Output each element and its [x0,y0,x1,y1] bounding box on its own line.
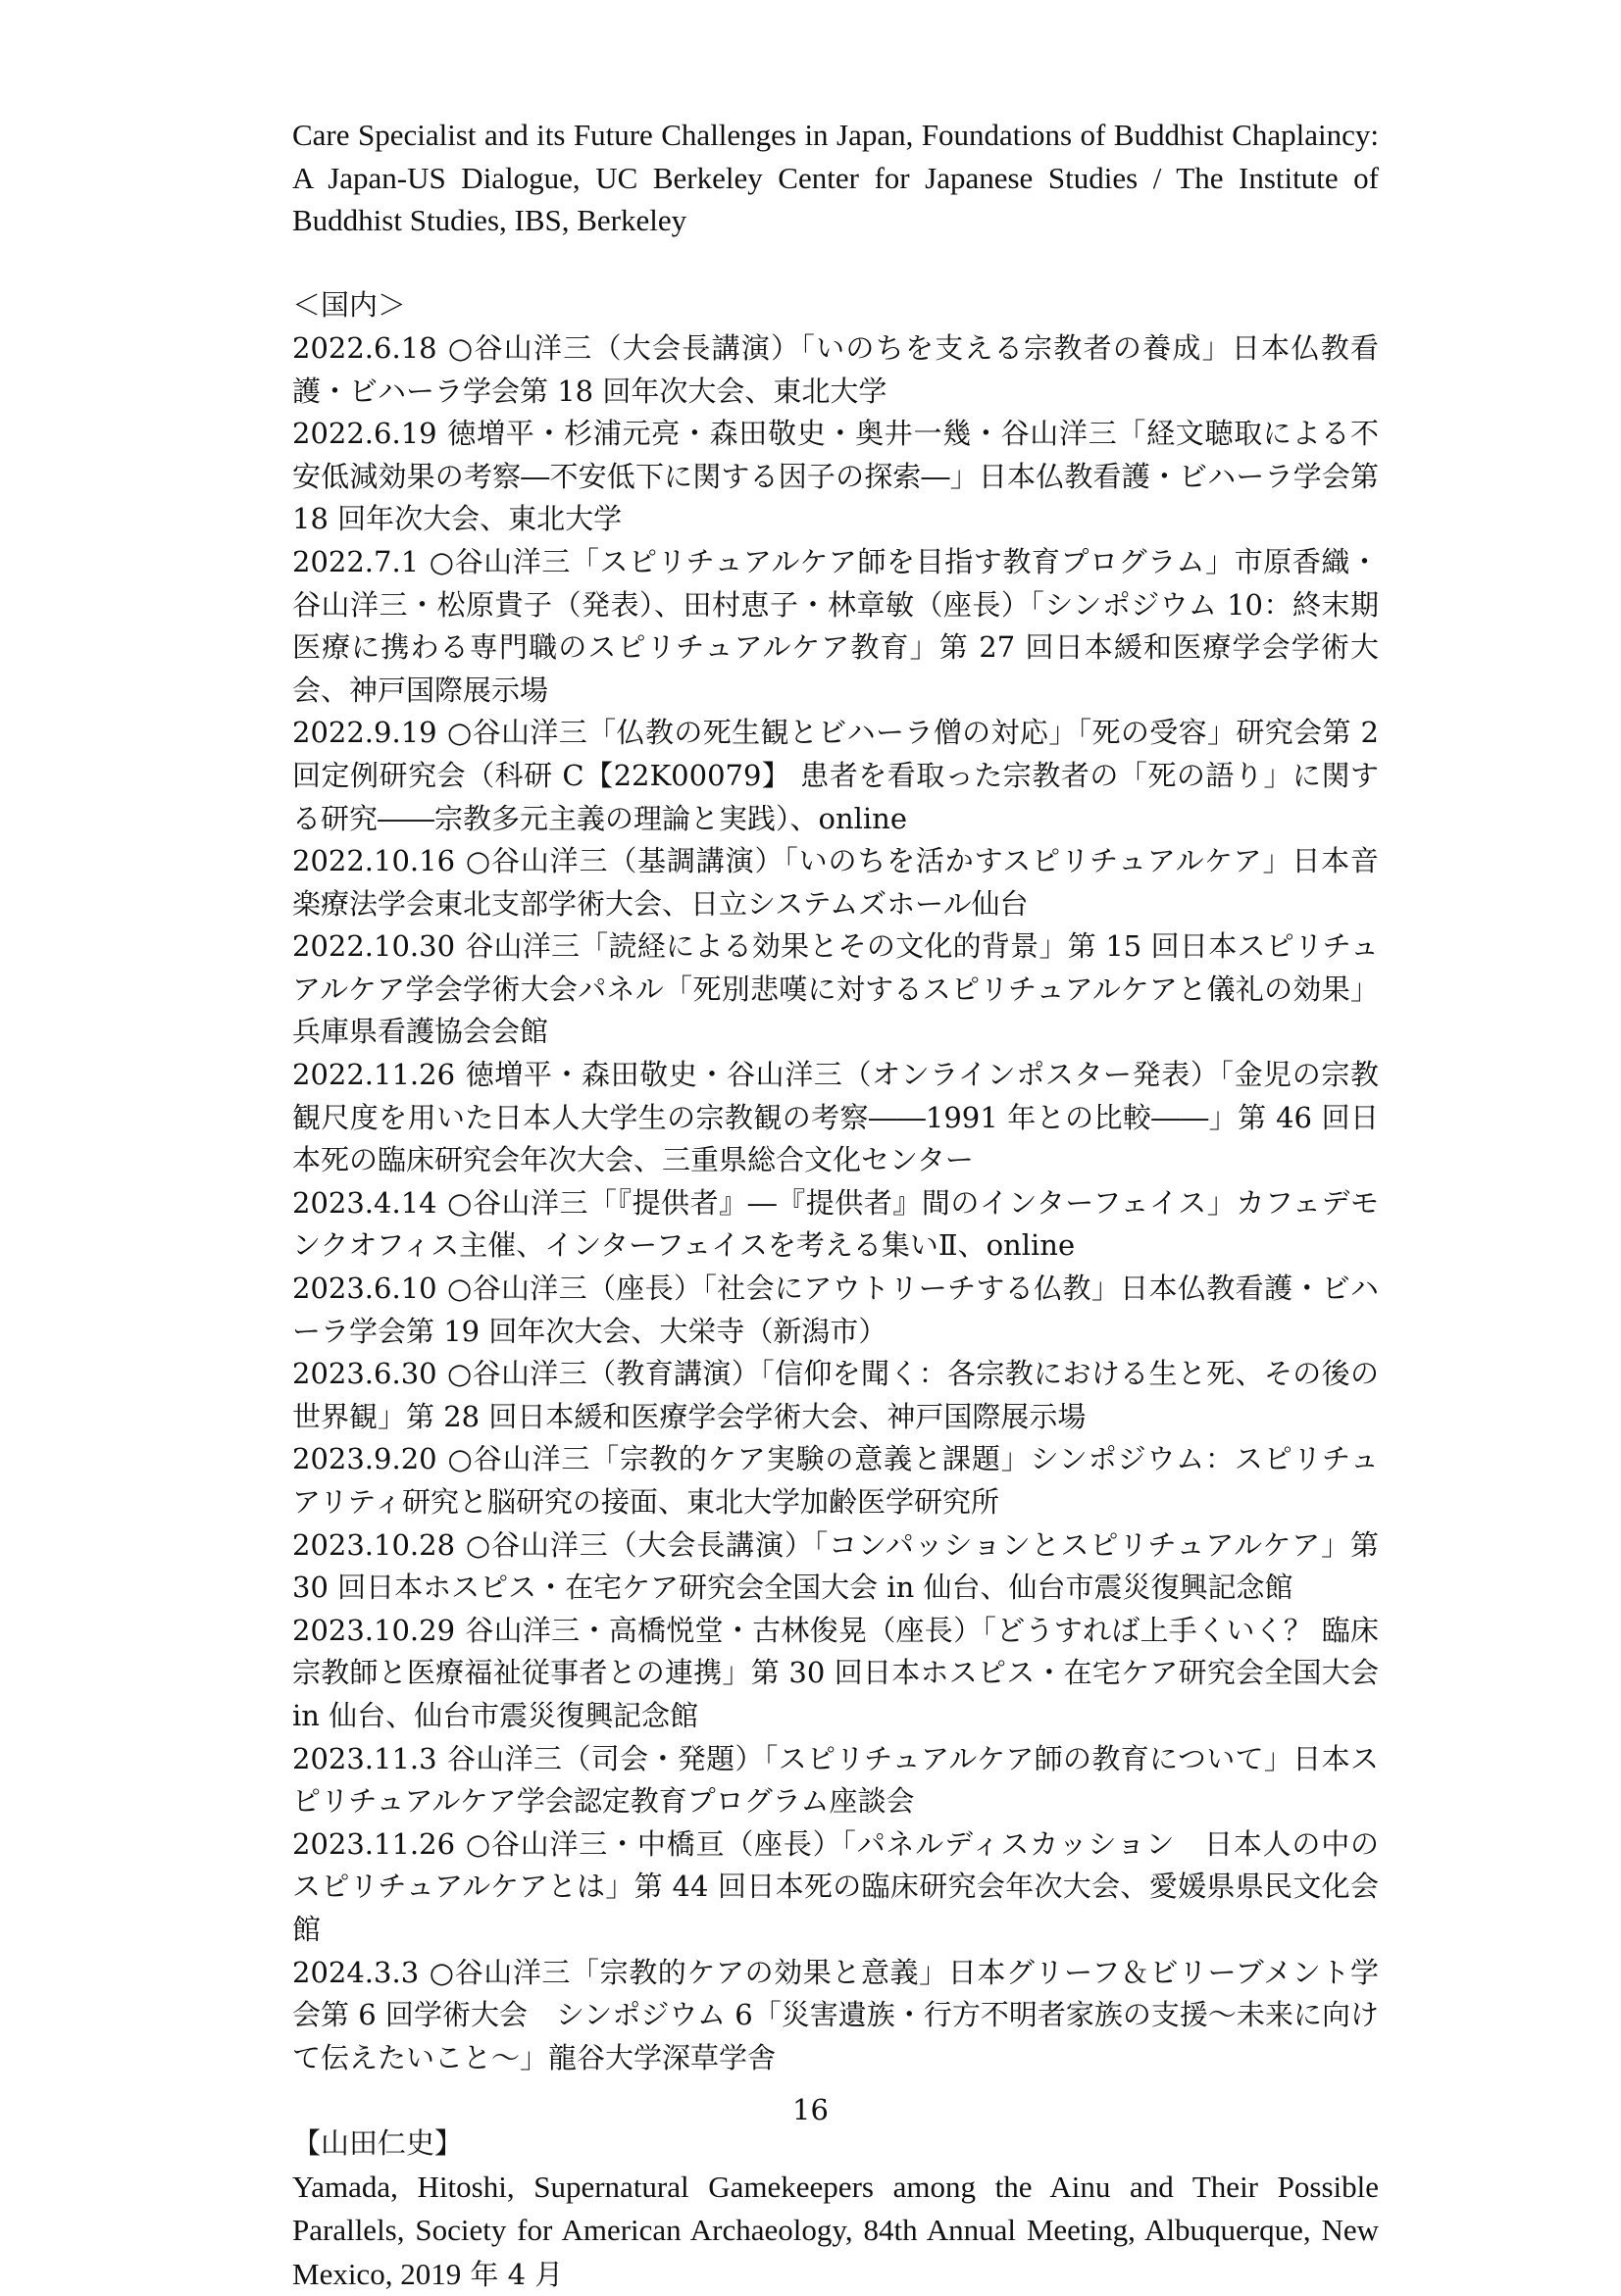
yamada-entry [292,2166,1379,2296]
entry-date: 2022.10.30 [292,929,455,963]
list-item [292,1823,1379,1952]
list-item [292,1353,1379,1438]
entry-text: 徳増平・森田敬史・谷山洋三（オンラインポスター発表）「金児の宗教観尺度を用いた日本人大学生の宗教観の考察――1991 年との比較――」第 46 回日本死の臨床研究会年次大会、三重県総合文化センター [292,1058,1379,1176]
list-item [292,327,1379,413]
document-body [292,114,1379,2296]
entry-date: 2022.9.19 [292,716,437,749]
entry-text: ○谷山洋三（座長）「社会にアウトリーチする仏教」日本仏教看護・ビハーラ学会第 19 回年次大会、大栄寺（新潟市） [292,1272,1379,1348]
entry-text: ○谷山洋三（基調講演）「いのちを活かすスピリチュアルケア」日本音楽療法学会東北支部学術大会、日立システムズホール仙台 [292,844,1379,921]
yamada-entry-date: 年 4 月 [461,2258,563,2291]
entry-date: 2023.10.28 [292,1528,455,1562]
entry-text: 谷山洋三「読経による効果とその文化的背景」第 15 回日本スピリチュアルケア学会学術大会パネル「死別悲嘆に対するスピリチュアルケアと儀礼の効果」兵庫県看護協会会館 [292,929,1379,1048]
entry-date: 2023.9.20 [292,1442,437,1475]
page-number: 16 [0,2090,1621,2129]
section-heading-domestic: ＜国内＞ [292,284,1379,327]
entry-date: 2022.6.19 [292,417,437,450]
entry-date: 2023.6.10 [292,1272,437,1305]
list-item [292,1438,1379,1523]
entry-text: ○谷山洋三（大会長講演）「コンパッションとスピリチュアルケア」第 30 回日本ホスピス・在宅ケア研究会全国大会 in 仙台、仙台市震災復興記念館 [292,1528,1379,1605]
entry-text: 谷山洋三・高橋悦堂・古林俊晃（座長）「どうすれば上手くいく？ 臨床宗教師と医療福祉従事者との連携」第 30 回日本ホスピス・在宅ケア研究会全国大会 in 仙台、仙台市震災復興記念館 [292,1614,1379,1732]
list-item [292,1952,1379,2080]
list-item [292,712,1379,840]
entry-date: 2024.3.3 [292,1956,419,1989]
entry-text: ○谷山洋三「仏教の死生観とビハーラ僧の対応」「死の受容」研究会第 2 回定例研究会（科研 C【22K00079】 患者を看取った宗教者の「死の語り」に関する研究――宗教多元主義の理論と実践）、online [292,716,1379,834]
entry-date: 2023.6.30 [292,1357,437,1390]
entry-date: 2023.10.29 [292,1614,455,1647]
entry-date: 2022.6.18 [292,331,437,365]
entry-text: ○谷山洋三「『提供者』―『提供者』間のインターフェイス」カフェデモンクオフィス主催、インターフェイスを考える集いⅡ、online [292,1186,1379,1263]
list-item [292,1738,1379,1823]
entry-date: 2022.7.1 [292,545,419,578]
entry-text: 徳増平・杉浦元亮・森田敬史・奥井一幾・谷山洋三「経文聴取による不安低減効果の考察―不安低下に関する因子の探索―」日本仏教看護・ビハーラ学会第 18 回年次大会、東北大学 [292,417,1379,535]
entry-text: ○谷山洋三「宗教的ケアの効果と意義」日本グリーフ＆ビリーブメント学会第 6 回学術大会 シンポジウム 6「災害遺族・行方不明者家族の支援～未来に向けて伝えたいこと～」龍谷大学深草学舎 [292,1956,1379,2074]
list-item [292,840,1379,925]
entry-text: ○谷山洋三（教育講演）「信仰を聞く：各宗教における生と死、その後の世界観」第 28 回日本緩和医療学会学術大会、神戸国際展示場 [292,1357,1379,1433]
list-item [292,1610,1379,1738]
entry-date: 2023.11.26 [292,1827,455,1861]
spacer [292,242,1379,285]
list-item [292,1182,1379,1268]
entry-text: ○谷山洋三（大会長講演）「いのちを支える宗教者の養成」日本仏教看護・ビハーラ学会第 18 回年次大会、東北大学 [292,331,1379,408]
entry-date: 2022.11.26 [292,1058,455,1091]
list-item [292,1524,1379,1610]
entry-date: 2023.11.3 [292,1742,437,1775]
entry-text: ○谷山洋三・中橋亘（座長）「パネルディスカッション 日本人の中のスピリチュアルケアとは」第 44 回日本死の臨床研究会年次大会、愛媛県県民文化会館 [292,1827,1379,1946]
list-item [292,1268,1379,1353]
section-heading-yamada: 【山田仁史】 [292,2122,1379,2166]
entry-date: 2023.4.14 [292,1186,437,1220]
entry-text: 谷山洋三（司会・発題）「スピリチュアルケア師の教育について」日本スピリチュアルケア学会認定教育プログラム座談会 [292,1742,1379,1819]
domestic-entry-list [292,327,1379,2079]
entry-text: ○谷山洋三「宗教的ケア実験の意義と課題」シンポジウム：スピリチュアリティ研究と脳研究の接面、東北大学加齢医学研究所 [292,1442,1379,1519]
list-item [292,413,1379,541]
entry-text: ○谷山洋三「スピリチュアルケア師を目指す教育プログラム」市原香織・谷山洋三・松原貴子（発表）、田村恵子・林章敏（座長）「シンポジウム 10：終末期医療に携わる専門職のスピリチュアルケア教育」第 27 回日本緩和医療学会学術大会、神戸国際展示場 [292,545,1379,707]
entry-date: 2022.10.16 [292,844,455,877]
list-item [292,541,1379,712]
list-item [292,925,1379,1054]
yamada-entry-text: Yamada, Hitoshi, Supernatural Gamekeepers among the Ainu and Their Possible Parallels, Society for American Archaeology, 84th Annual Meeting, Albuquerque, New Mexico, 2019 [292,2170,1379,2291]
list-item [292,1054,1379,1182]
intro-paragraph: Care Specialist and its Future Challenges in Japan, Foundations of Buddhist Chaplaincy: A Japan-US Dialogue, UC Berkeley Center for Japanese Studies / The Institute of Buddhist Studies, IBS, Berkeley [292,114,1379,242]
